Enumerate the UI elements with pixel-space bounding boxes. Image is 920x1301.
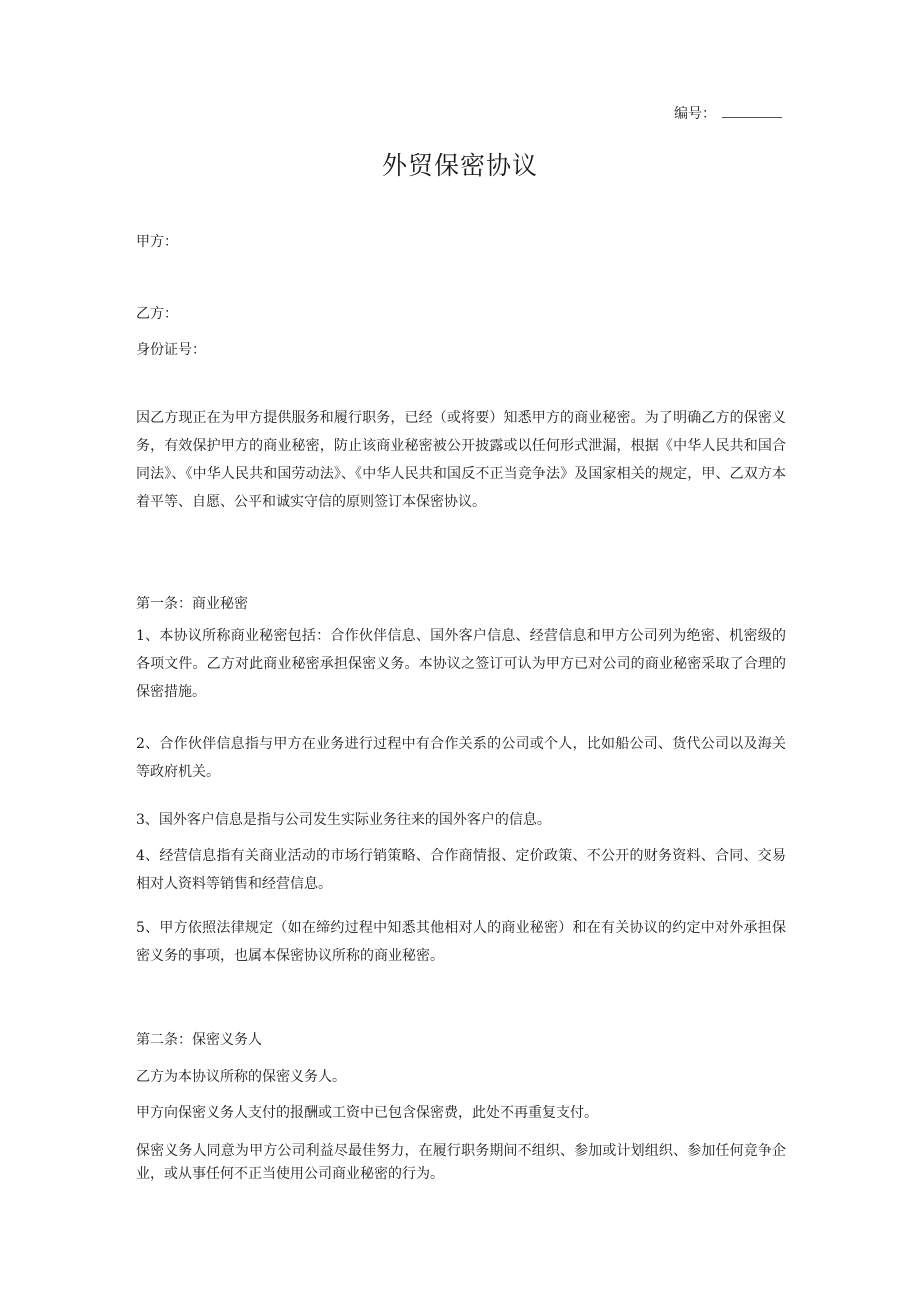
article-1-item-4: 4、经营信息指有关商业活动的市场行销策略、合作商情报、定价政策、不公开的财务资料、合同、交易相对人资料等销售和经营信息。 <box>136 848 786 892</box>
serial-blank <box>722 105 782 118</box>
party-a-label: 甲方： <box>136 234 178 250</box>
article-1-item-2: 2、合作伙伴信息指与甲方在业务进行过程中有合作关系的公司或个人，比如船公司、货代公司以及海关等政府机关。 <box>136 736 786 780</box>
party-b-label: 乙方： <box>136 306 178 322</box>
article-1-heading: 第一条：商业秘密 <box>136 596 248 612</box>
serial-number <box>674 103 782 123</box>
article-1-item-1: 1、本协议所称商业秘密包括：合作伙伴信息、国外客户信息、经营信息和甲方公司列为绝密、机密级的各项文件。乙方对此商业秘密承担保密义务。本协议之签订可认为甲方已对公司的商业秘密采取了合理的保密措施。 <box>136 628 786 700</box>
article-2-item-3: 保密义务人同意为甲方公司利益尽最佳努力，在履行职务期间不组织、参加或计划组织、参加任何竞争企业，或从事任何不正当使用公司商业秘密的行为。 <box>136 1143 786 1182</box>
article-1-item-3: 3、国外客户信息是指与公司发生实际业务往来的国外客户的信息。 <box>136 812 551 828</box>
document-title: 外贸保密协议 <box>381 151 538 180</box>
article-2-heading: 第二条：保密义务人 <box>136 1032 262 1048</box>
article-2-item-1: 乙方为本协议所称的保密义务人。 <box>136 1069 346 1085</box>
id-number-label: 身份证号： <box>136 342 206 358</box>
article-2-item-2: 甲方向保密义务人支付的报酬或工资中已包含保密费，此处不再重复支付。 <box>136 1105 598 1121</box>
serial-label: 编号： <box>674 106 716 122</box>
article-1-item-5: 5、甲方依照法律规定（如在缔约过程中知悉其他相对人的商业秘密）和在有关协议的约定中对外承担保密义务的事项，也属本保密协议所称的商业秘密。 <box>136 920 786 964</box>
preamble-paragraph: 因乙方现正在为甲方提供服务和履行职务，已经（或将要）知悉甲方的商业秘密。为了明确乙方的保密义务，有效保护甲方的商业秘密，防止该商业秘密被公开披露或以任何形式泄漏，根据《中华人民共和国合同法》、《中华人民共和国劳动法》、《中华人民共和国反不正当竞争法》及国家相关的规定，甲、乙双方本着平等、自愿、公平和诚实守信的原则签订本保密协议。 <box>136 410 786 510</box>
